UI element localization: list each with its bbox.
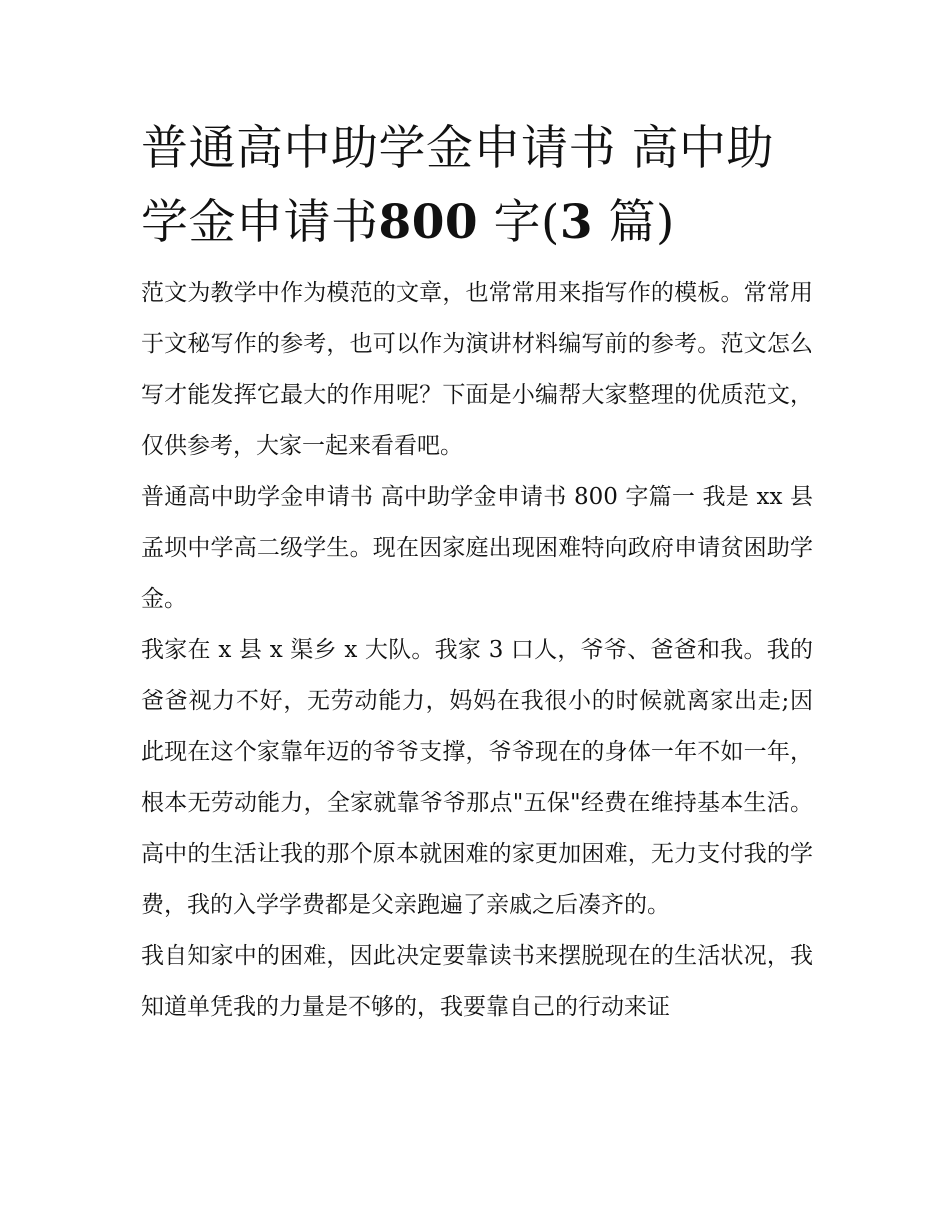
application-opening-paragraph: 普通高中助学金申请书 高中助学金申请书 800 字篇一 我是 xx 县孟坝中学高二级学生。现在因家庭出现困难特向政府申请贫困助学金。 [141,484,813,612]
title-text-mid: 字( [478,195,560,250]
document-body [141,112,813,1033]
intro-paragraph: 范文为教学中作为模范的文章，也常常用来指写作的模板。常常用于文秘写作的参考，也可以作为演讲材料编写前的参考。范文怎么写才能发挥它最大的作用呢？下面是小编帮大家整理的优质范文，仅供参考，大家一起来看看吧。 [141,280,813,459]
document-title [141,112,813,260]
title-word-count: 800 [378,195,479,250]
resolution-paragraph: 我自知家中的困难，因此决定要靠读书来摆脱现在的生活状况，我知道单凭我的力量是不够的，我要靠自己的行动来证 [141,943,813,1020]
title-text: 普通高中助学金申请书 高中助学金申请书 [141,121,774,250]
family-situation-paragraph: 我家在 x 县 x 渠乡 x 大队。我家 3 口人，爷爷、爸爸和我。我的爸爸视力不好，无劳动能力，妈妈在我很小的时候就离家出走;因此现在这个家靠年迈的爷爷支撑，爷爷现在的身体一年不如一年，根本无劳动能力，全家就靠爷爷那点"五保"经费在维持基本生活。高中的生活让我的那个原本就困难的家更加困难，无力支付我的学费，我的入学学费都是父亲跑遍了亲戚之后凑齐的。 [141,637,813,918]
title-article-count: 3 [559,195,594,250]
title-text-end: 篇) [593,195,675,250]
